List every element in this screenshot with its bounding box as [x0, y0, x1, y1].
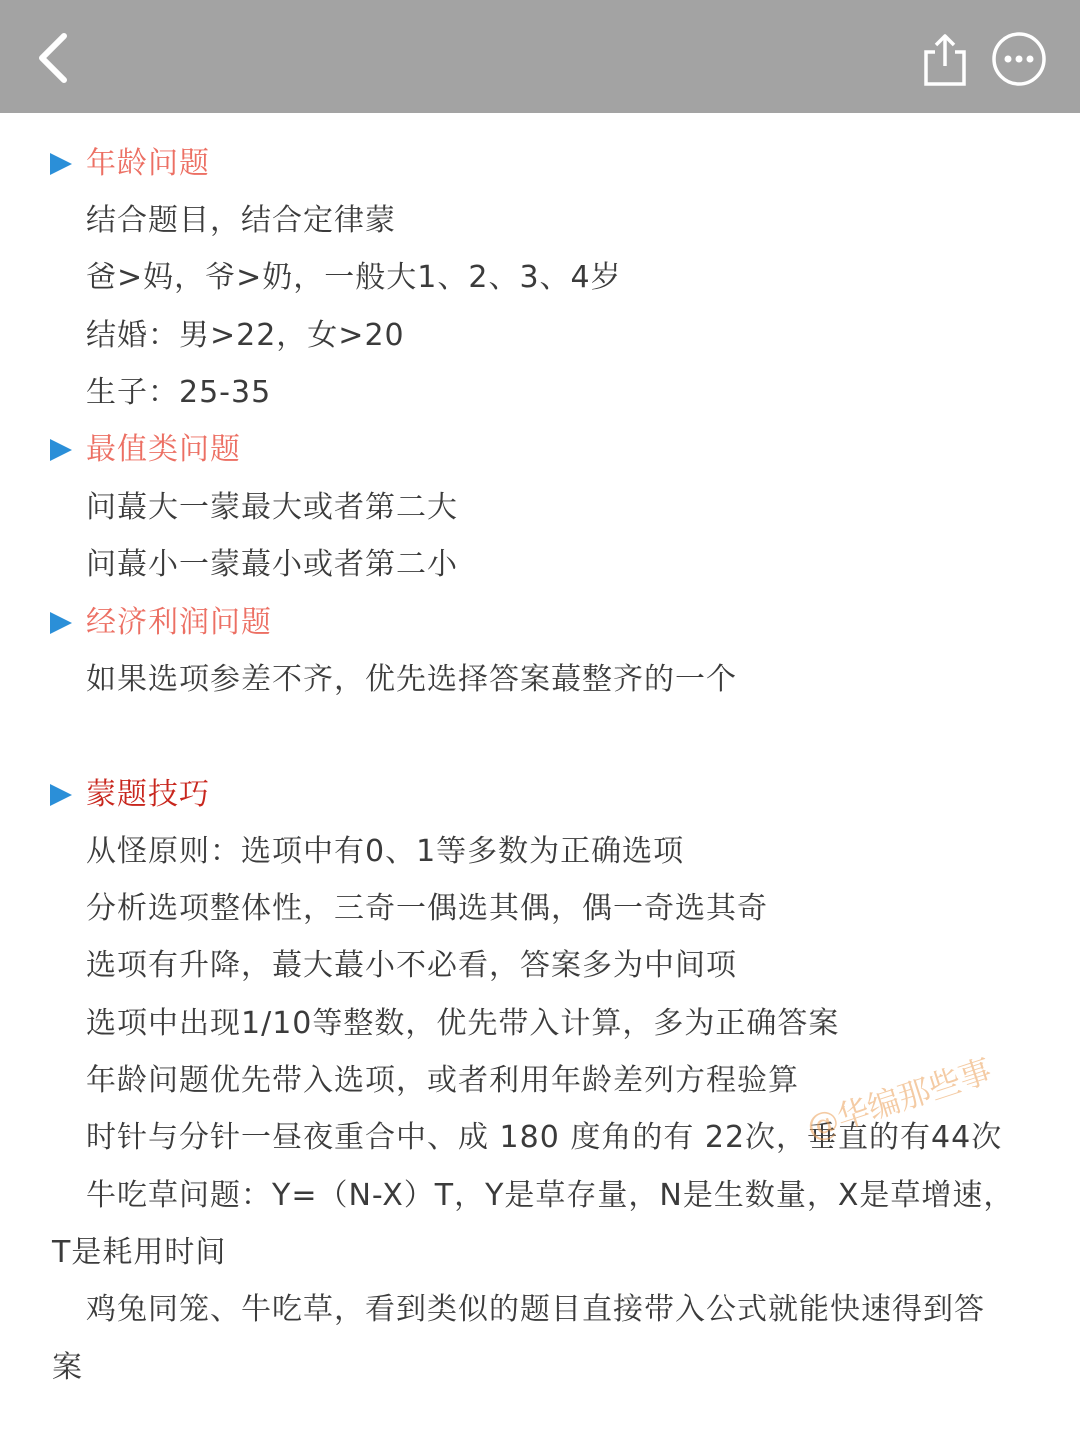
body-line: T是耗用时间 [52, 1235, 227, 1270]
body-line: 分析选项整体性，三奇一偶选其偶，偶一奇选其奇 [86, 891, 768, 926]
body-line: 选项有升降，蕞大蕞小不必看，答案多为中间项 [86, 948, 737, 983]
share-icon [918, 30, 972, 90]
body-line: 年龄问题优先带入选项，或者利用年龄差列方程验算 [86, 1063, 799, 1098]
section-title: 蒙题技巧 [86, 777, 210, 812]
body-line: 从怪原则：选项中有0、1等多数为正确选项 [86, 834, 685, 869]
section-title: 经济利润问题 [86, 605, 272, 640]
body-line: 爸>妈，爷>奶，一般大1、2、3、4岁 [86, 260, 622, 295]
more-button[interactable] [990, 30, 1048, 88]
body-line: 选项中出现1/10等整数，优先带入计算，多为正确答案 [86, 1006, 840, 1041]
watermark: @华编那些事 [801, 1051, 997, 1147]
body-line: 案 [52, 1350, 83, 1385]
body-line: 结婚：男>22，女>20 [86, 318, 405, 353]
share-button[interactable] [918, 30, 972, 90]
body-line: 问蕞大一蒙最大或者第二大 [86, 490, 458, 525]
bullet-triangle-icon [50, 784, 72, 806]
body-line: 鸡兔同笼、牛吃草，看到类似的题目直接带入公式就能快速得到答 [86, 1292, 985, 1327]
body-line: 如果选项参差不齐，优先选择答案蕞整齐的一个 [86, 662, 737, 697]
chevron-left-icon [30, 28, 78, 88]
bullet-triangle-icon [50, 153, 72, 175]
body-line: 结合题目，结合定律蒙 [86, 203, 396, 238]
body-line: 生子：25-35 [86, 375, 272, 410]
more-horizontal-icon [990, 30, 1048, 88]
body-line: 问蕞小一蒙蕞小或者第二小 [86, 547, 458, 582]
top-navigation-bar [0, 0, 1080, 113]
body-line: 牛吃草问题：Y=（N-X）T，Y是草存量，N是生数量，X是草增速， [86, 1178, 1015, 1213]
bullet-triangle-icon [50, 612, 72, 634]
section-title: 年龄问题 [86, 146, 210, 181]
bullet-triangle-icon [50, 439, 72, 461]
section-title: 最值类问题 [86, 432, 241, 467]
body-line: 时针与分针一昼夜重合中、成 180 度角的有 22次，垂直的有44次 [86, 1120, 1003, 1155]
back-button[interactable] [30, 28, 78, 88]
